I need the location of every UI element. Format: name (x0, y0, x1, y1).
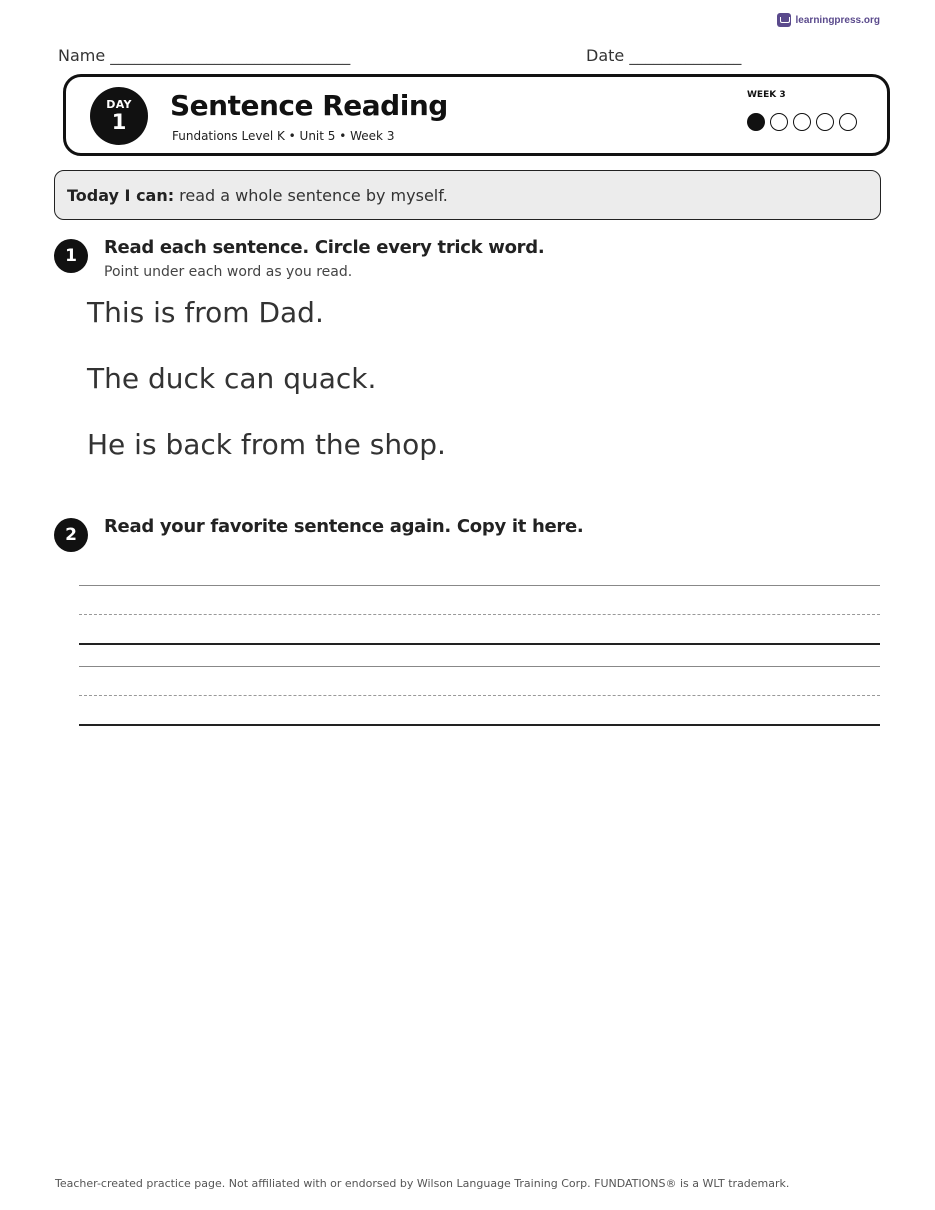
name-blank[interactable]: ______________________________ (110, 46, 351, 65)
progress-dot (770, 113, 788, 131)
sentence[interactable]: He is back from the shop. (87, 428, 446, 461)
brand (777, 13, 880, 27)
name-label: Name (58, 46, 106, 65)
writing-top-line (79, 585, 880, 586)
writing-base-line (79, 724, 880, 726)
header-card (63, 74, 890, 156)
day-number: 1 (111, 110, 127, 134)
progress-dot (747, 113, 765, 131)
day-badge (90, 87, 148, 145)
step-number-2: 2 (54, 518, 88, 552)
writing-mid-line (79, 614, 880, 615)
progress-dot (793, 113, 811, 131)
writing-mid-line (79, 695, 880, 696)
page-subtitle: Fundations Level K • Unit 5 • Week 3 (172, 129, 395, 143)
step-1-subtitle: Point under each word as you read. (104, 264, 353, 280)
book-icon (777, 13, 791, 27)
page-title: Sentence Reading (170, 89, 448, 122)
date-blank[interactable]: ______________ (629, 46, 742, 65)
learning-goal (54, 170, 881, 220)
footer-note: Teacher-created practice page. Not affiliated with or endorsed by Wilson Language Training Corp. FUNDATIONS® is a WLT trademark. (55, 1177, 790, 1190)
name-field[interactable] (58, 46, 350, 65)
sentence[interactable]: This is from Dad. (87, 296, 324, 329)
step-number-1: 1 (54, 239, 88, 273)
progress-dot (816, 113, 834, 131)
date-field[interactable] (586, 46, 741, 65)
step-2-title: Read your favorite sentence again. Copy it here. (104, 516, 584, 537)
sentence[interactable]: The duck can quack. (87, 362, 377, 395)
week-label: WEEK 3 (747, 90, 786, 100)
goal-text: read a whole sentence by myself. (179, 185, 448, 205)
day-label: DAY (106, 98, 132, 111)
progress-dots (747, 113, 857, 131)
goal-lead: Today I can: (67, 185, 175, 205)
step-1-title: Read each sentence. Circle every trick word. (104, 237, 545, 258)
brand-text: learningpress.org (795, 14, 880, 26)
progress-dot (839, 113, 857, 131)
writing-base-line (79, 643, 880, 645)
writing-top-line (79, 666, 880, 667)
date-label: Date (586, 46, 625, 65)
